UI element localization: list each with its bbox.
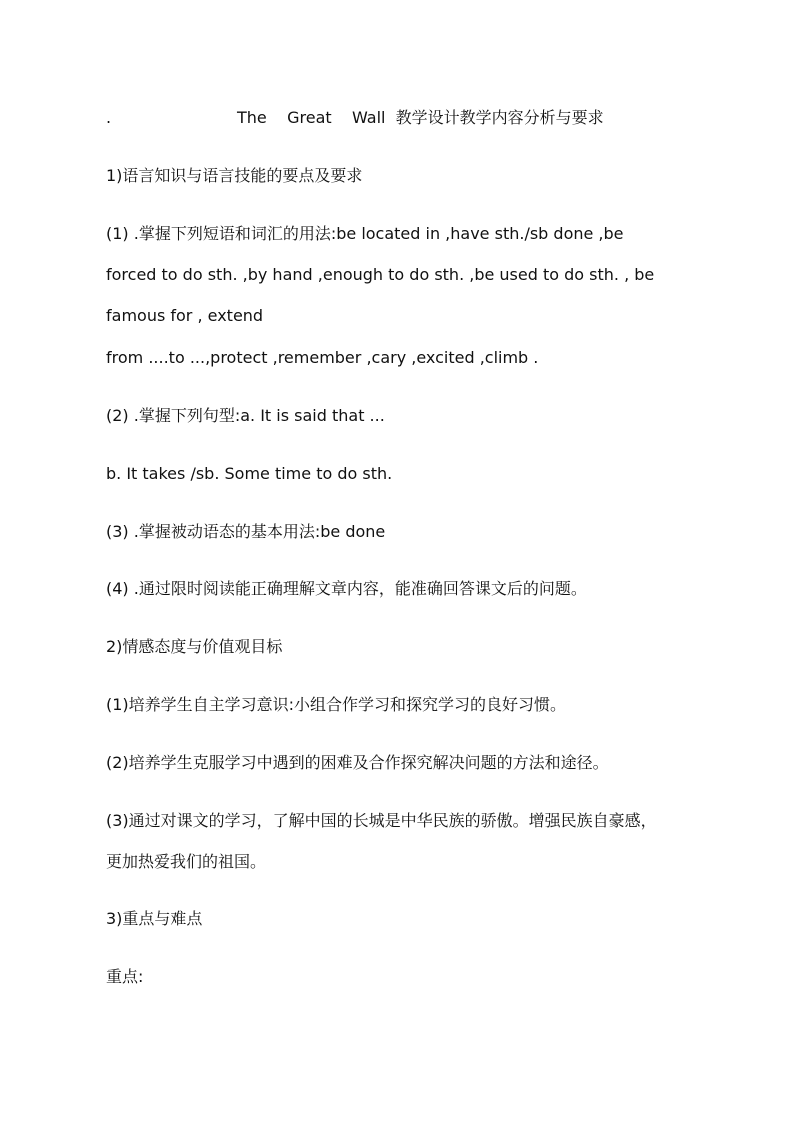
paragraph-line: 更加热爱我们的祖国。 — [106, 852, 267, 871]
paragraph-line: (3) .掌握被动语态的基本用法:be done — [106, 522, 386, 541]
section-heading-language-skills: 1)语言知识与语言技能的要点及要求 — [106, 166, 363, 185]
document-title: The Great Wall 教学设计教学内容分析与要求 — [237, 108, 604, 127]
leading-dot: . — [106, 108, 112, 127]
paragraph-line: b. It takes /sb. Some time to do sth. — [106, 464, 393, 483]
paragraph-line: (4) .通过限时阅读能正确理解文章内容，能准确回答课文后的问题。 — [106, 579, 587, 598]
paragraph-line: (1) .掌握下列短语和词汇的用法:be located in ,have sth./sb done ,be — [106, 224, 624, 243]
paragraph-line: (1)培养学生自主学习意识:小组合作学习和探究学习的良好习惯。 — [106, 695, 567, 714]
paragraph-line: from ....to ...,protect ,remember ,cary ,excited ,climb . — [106, 348, 539, 367]
paragraph-line: (2)培养学生克服学习中遇到的困难及合作探究解决问题的方法和途径。 — [106, 753, 609, 772]
paragraph-line: 重点: — [106, 967, 144, 986]
paragraph-line: (2) .掌握下列句型:a. It is said that ... — [106, 406, 385, 425]
paragraph-line: famous for , extend — [106, 306, 264, 325]
paragraph-line: (3)通过对课文的学习，了解中国的长城是中华民族的骄傲。增强民族自豪感， — [106, 811, 657, 830]
section-heading-key-points: 3)重点与难点 — [106, 909, 203, 928]
paragraph-line: forced to do sth. ,by hand ,enough to do sth. ,be used to do sth. , be — [106, 265, 655, 284]
section-heading-attitude-values: 2)情感态度与价值观目标 — [106, 637, 283, 656]
